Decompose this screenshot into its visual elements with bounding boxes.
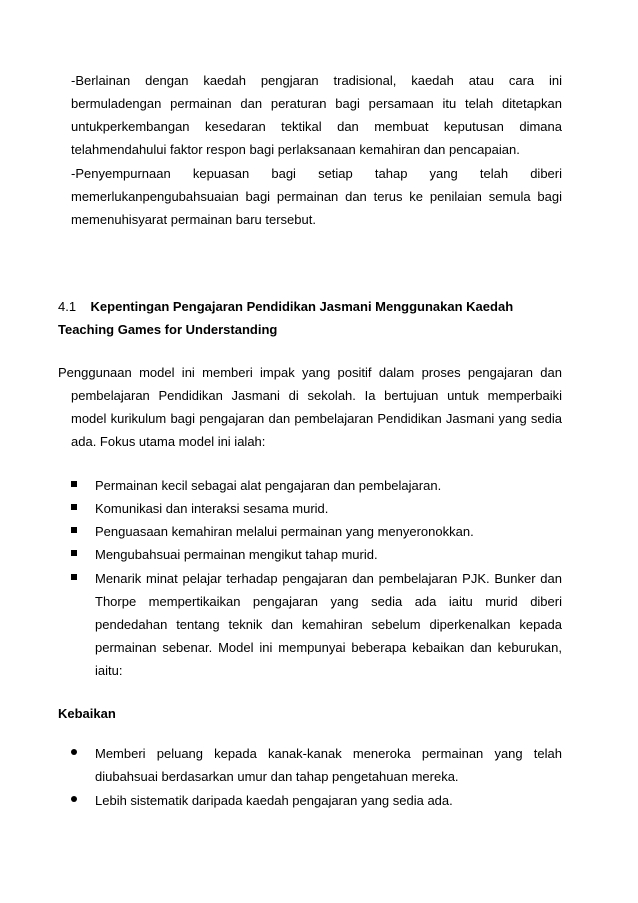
square-bullet-icon [71, 497, 85, 520]
list-item [71, 497, 562, 520]
text-line: ada. Fokus utama model ini ialah: [71, 434, 266, 449]
text-line: untukperkembangan kesedaran tektikal dan membuat keputusan dimana [71, 119, 562, 134]
text-line: permainan sebenar. Model ini mempunyai beberapa kebaikan dan keburukan, [95, 640, 562, 655]
main-paragraph [71, 384, 562, 453]
list-item [71, 567, 562, 682]
text-line: Permainan kecil sebagai alat pengajaran dan pembelajaran. [95, 478, 442, 493]
section-title-line-1: Kepentingan Pengajaran Pendidikan Jasmani Menggunakan Kaedah [90, 299, 514, 314]
text-line: -Penyempurnaan kepuasan bagi setiap tahap yang telah diberi [71, 166, 562, 181]
list-item [71, 789, 562, 812]
square-bullet-icon [71, 543, 85, 566]
main-paragraph-first-line-wrap [58, 361, 562, 384]
text-line: Menarik minat pelajar terhadap pengajaran dan pembelajaran PJK. Bunker dan [95, 571, 562, 586]
text-line: Mengubahsuai permainan mengikut tahap murid. [95, 547, 378, 562]
round-bullet-icon [71, 789, 85, 812]
text-line: bermuladengan permainan dan peraturan bagi persamaan itu telah ditetapkan [71, 96, 562, 111]
kebaikan-heading: Kebaikan [58, 706, 116, 721]
list-item [71, 742, 562, 788]
text-line: pendedahan tentang teknik dan kemahiran sebelum diperkenalkan kepada [95, 617, 562, 632]
text-line: Komunikasi dan interaksi sesama murid. [95, 501, 329, 516]
text-line: -Berlainan dengan kaedah pengjaran tradisional, kaedah atau cara ini [71, 73, 562, 88]
text-line: iaitu: [95, 663, 123, 678]
list-item [71, 520, 562, 543]
section-title-line-2: Teaching Games for Understanding [58, 322, 278, 337]
text-line: model kurikulum bagi pengajaran dan pembelajaran Pendidikan Jasmani yang sedia [71, 411, 562, 426]
section-number: 4.1 [58, 299, 77, 314]
list-item [71, 543, 562, 566]
round-bullet-icon [71, 742, 85, 765]
list-item [71, 474, 562, 497]
text-line: Thorpe mempertikaikan pengajaran yang sedia ada iaitu murid diberi [95, 594, 562, 609]
text-line: memenuhisyarat permainan baru tersebut. [71, 212, 316, 227]
text-line: telahmendahului faktor respon bagi perlaksanaan kemahiran dan pencapaian. [71, 142, 520, 157]
square-bullet-icon [71, 520, 85, 543]
text-line: Lebih sistematik daripada kaedah pengajaran yang sedia ada. [95, 793, 453, 808]
section-heading [58, 295, 578, 341]
square-bullet-icon [71, 567, 85, 590]
text-line: diubahsuai berdasarkan umur dan tahap pengetahuan mereka. [95, 769, 459, 784]
intro-paragraph-1 [71, 69, 562, 161]
text-line: pembelajaran Pendidikan Jasmani di sekolah. Ia bertujuan untuk memperbaiki [71, 388, 562, 403]
text-line: Penggunaan model ini memberi impak yang positif dalam proses pengajaran dan [58, 365, 562, 380]
square-bullet-icon [71, 474, 85, 497]
intro-paragraph-2 [71, 162, 562, 231]
text-line: memerlukanpengubahsuaian bagi permainan dan terus ke penilaian semula bagi [71, 189, 562, 204]
text-line: Memberi peluang kepada kanak-kanak meneroka permainan yang telah [95, 746, 562, 761]
text-line: Penguasaan kemahiran melalui permainan yang menyeronokkan. [95, 524, 474, 539]
